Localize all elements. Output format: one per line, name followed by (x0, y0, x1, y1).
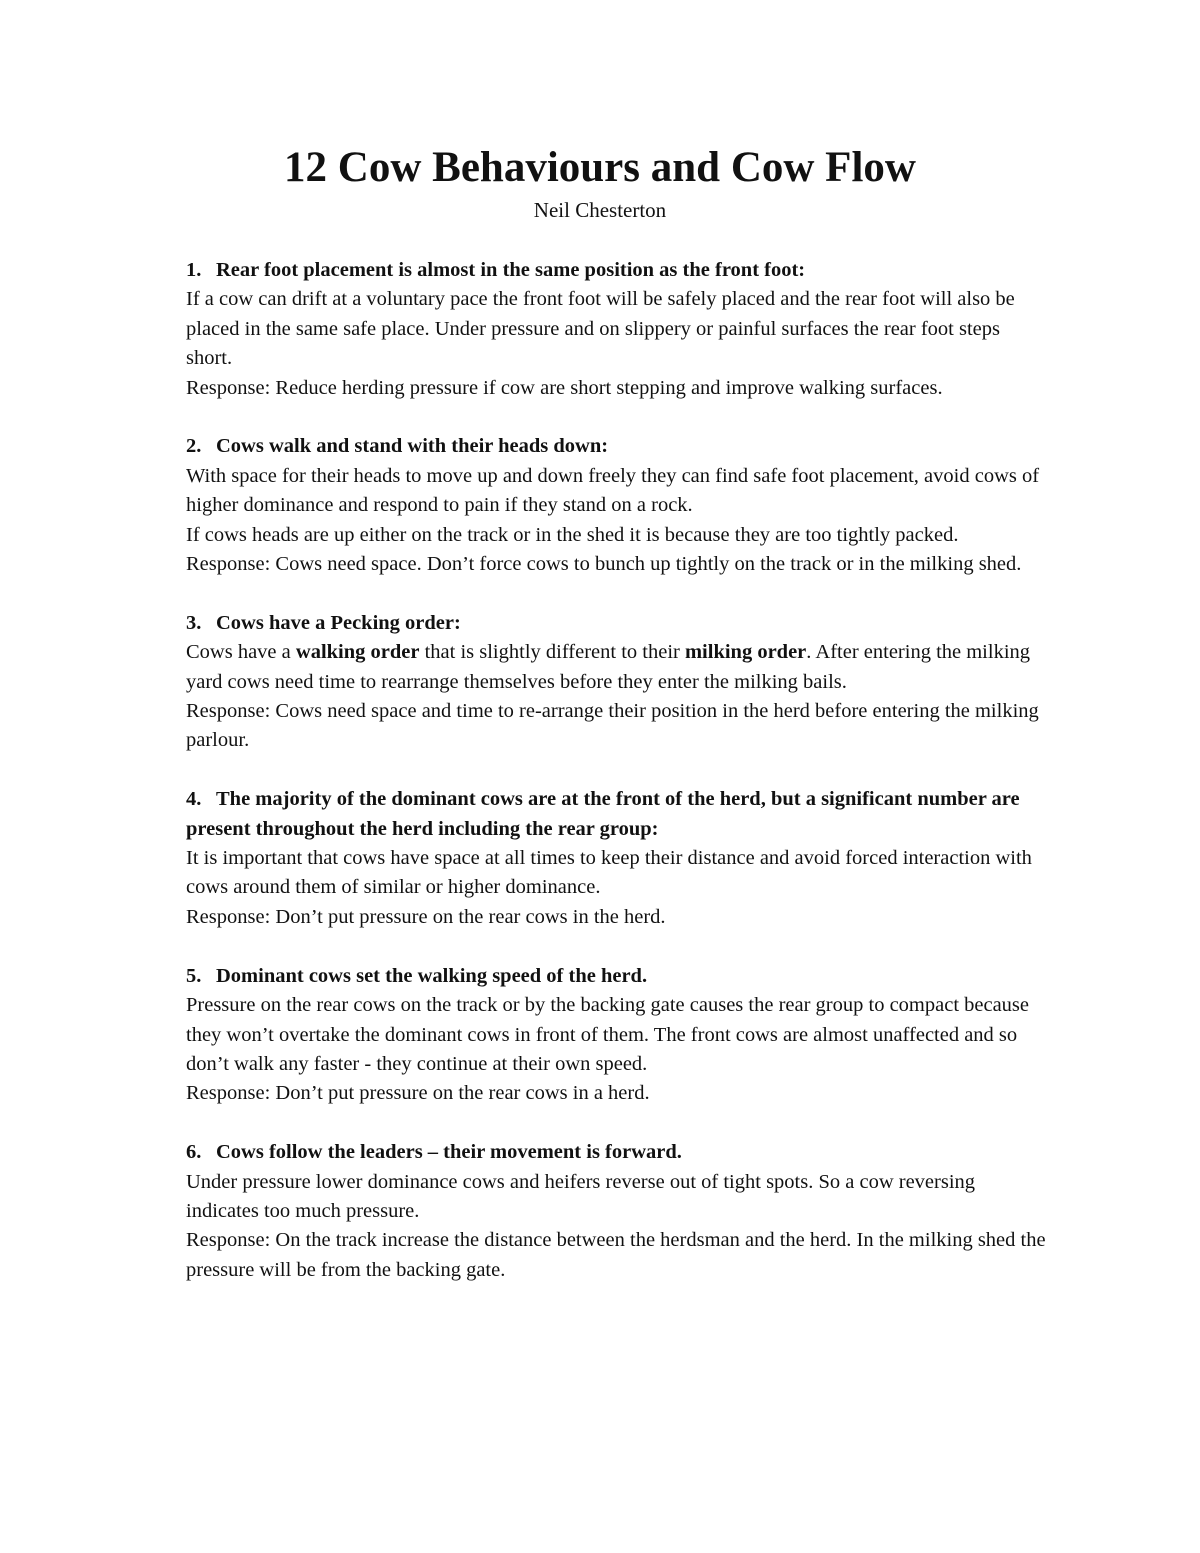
section-heading (186, 609, 1046, 638)
body-text: . After entering the milking yard cows need time to rearrange themselves before they enter the milking bails. (186, 641, 1031, 693)
section-body: Pressure on the rear cows on the track or by the backing gate causes the rear group to compact because they won’t overtake the dominant cows in front of them. The front cows are almost unaffected and so don’t walk any faster - they continue at their own speed. (186, 994, 1030, 1075)
page-title: 12 Cow Behaviours and Cow Flow (284, 144, 916, 191)
section-heading-text: Cows walk and stand with their heads down: (216, 435, 609, 458)
section-response: Response: On the track increase the distance between the herdsman and the herd. In the milking shed the pressure will be from the backing gate. (186, 1229, 1046, 1281)
section-3 (186, 609, 1046, 756)
emphasis-walking-order: walking order (295, 641, 420, 664)
section-heading (186, 432, 1046, 461)
section-heading-text: Rear foot placement is almost in the same position as the front foot: (216, 259, 806, 281)
section-number: 6. (186, 1141, 202, 1164)
section-heading-text: Cows have a Pecking order: (216, 611, 461, 634)
author-name: Neil Chesterton (533, 198, 667, 222)
emphasis-milking-order: milking order (684, 641, 807, 664)
section-body: With space for their heads to move up and down freely they can find safe foot placement, avoid cows of higher dominance and respond to pain if they stand on a rock. (186, 464, 1040, 517)
section-heading (186, 1138, 1046, 1167)
section-number: 5. (186, 964, 202, 987)
section-2 (186, 432, 1046, 579)
section-heading-text: Dominant cows set the walking speed of the herd. (216, 964, 648, 987)
section-body: Under pressure lower dominance cows and heifers reverse out of tight spots. So a cow reversing indicates too much pressure. (186, 1170, 976, 1222)
section-response: Response: Cows need space. Don’t force cows to bunch up tightly on the track or in the milking shed. (186, 553, 1022, 576)
section-response: Response: Don’t put pressure on the rear cows in the herd. (186, 905, 666, 928)
section-6 (186, 1138, 1046, 1285)
section-response: Response: Cows need space and time to re-arrange their position in the herd before entering the milking parlour. (186, 700, 1039, 752)
section-body-continued: If cows heads are up either on the track or in the shed it is because they are too tightly packed. (186, 523, 959, 546)
section-4 (186, 785, 1046, 932)
section-body: If a cow can drift at a voluntary pace the front foot will be safely placed and the rear foot will also be placed in the same safe place. Under pressure and on slippery or painful surfaces the rear foot steps short. (186, 288, 1015, 370)
body-text: Cows have a (186, 641, 296, 664)
section-body: It is important that cows have space at all times to keep their distance and avoid forced interaction with cows around them of similar or higher dominance. (186, 847, 1032, 899)
section-heading (186, 785, 1046, 844)
section-number: 1. (186, 259, 202, 281)
section-body (186, 638, 1046, 697)
section-response: Response: Don’t put pressure on the rear cows in a herd. (186, 1082, 650, 1105)
document-body (186, 256, 1046, 1315)
body-text: that is slightly different to their (419, 641, 685, 664)
section-number: 4. (186, 788, 202, 811)
section-number: 3. (186, 611, 202, 634)
section-5 (186, 962, 1046, 1109)
section-1 (186, 256, 1046, 403)
section-heading (186, 962, 1046, 991)
section-heading-text: Cows follow the leaders – their movement is forward. (216, 1141, 682, 1164)
section-response: Response: Reduce herding pressure if cow are short stepping and improve walking surfaces. (186, 376, 943, 399)
section-heading (186, 256, 1046, 285)
section-heading-text: The majority of the dominant cows are at the front of the herd, but a significant number are present throughout the herd including the rear group: (186, 788, 1020, 840)
section-number: 2. (186, 435, 202, 458)
